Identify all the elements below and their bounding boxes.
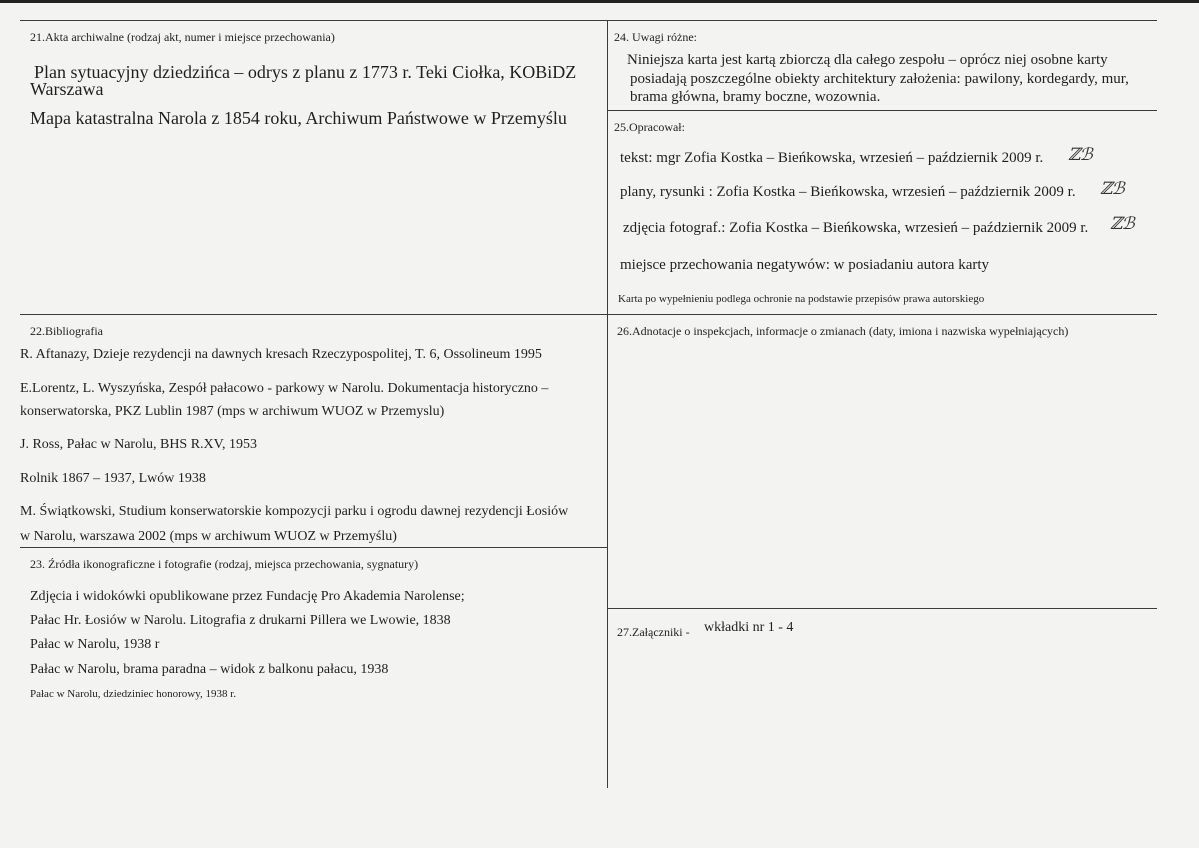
s22-item: w Narolu, warszawa 2002 (mps w archiwum WUOZ w Przemyślu)	[20, 529, 397, 544]
s27-heading: 27.Załączniki -	[617, 625, 690, 639]
s23-item: Pałac Hr. Łosiów w Narolu. Litografia z drukarni Pillera we Lwowie, 1838	[30, 613, 451, 628]
s25-zdjecia: zdjęcia fotograf.: Zofia Kostka – Bieńkowska, wrzesień – październik 2009 r.	[623, 220, 1089, 236]
s22-item: E.Lorentz, L. Wyszyńska, Zespół pałacowo - parkowy w Narolu. Dokumentacja historyczno –	[20, 381, 549, 396]
s26-heading: 26.Adnotacje o inspekcjach, informacje o zmianach (daty, imiona i nazwiska wypełniających)	[617, 324, 1069, 338]
s21-heading: 21.Akta archiwalne (rodzaj akt, numer i miejsce przechowania)	[30, 30, 335, 44]
s22-item: J. Ross, Pałac w Narolu, BHS R.XV, 1953	[20, 437, 257, 452]
s21-line-1: Plan sytuacyjny dziedzińca – odrys z planu z 1773 r. Teki Ciołka, KOBiDZ	[34, 62, 577, 82]
s24-line-3: brama główna, bramy boczne, wozownia.	[630, 89, 881, 105]
signature-initials-2: ℤℬ	[1100, 179, 1124, 199]
s23-item: Zdjęcia i widokówki opublikowane przez Fundację Pro Akademia Narolense;	[30, 589, 465, 604]
s24-line-1: Niniejsza karta jest kartą zbiorczą dla całego zespołu – oprócz niej osobne karty	[627, 52, 1108, 68]
s22-item: konserwatorska, PKZ Lublin 1987 (mps w archiwum WUOZ w Przemyslu)	[20, 404, 445, 419]
s23-item: Pałac w Narolu, dziedziniec honorowy, 1938 r.	[30, 688, 237, 700]
s25-copyright-note: Karta po wypełnieniu podlega ochronie na podstawie przepisów prawa autorskiego	[618, 293, 985, 305]
s25-tekst: tekst: mgr Zofia Kostka – Bieńkowska, wrzesień – październik 2009 r.	[620, 150, 1044, 166]
s25-miejsce: miejsce przechowania negatywów: w posiadaniu autora karty	[620, 257, 990, 273]
s23-item: Pałac w Narolu, 1938 r	[30, 637, 160, 652]
s22-item: Rolnik 1867 – 1937, Lwów 1938	[20, 471, 206, 486]
s27-value: wkładki nr 1 - 4	[704, 620, 794, 635]
s22-item: R. Aftanazy, Dzieje rezydencji na dawnych kresach Rzeczypospolitej, T. 6, Ossolineum 1995	[20, 347, 542, 362]
s24-heading: 24. Uwagi różne:	[614, 30, 697, 44]
s25-plany: plany, rysunki : Zofia Kostka – Bieńkowska, wrzesień – październik 2009 r.	[620, 184, 1076, 200]
rule-right-26-27	[607, 608, 1157, 609]
s25-heading: 25.Opracował:	[614, 120, 685, 134]
s24-line-2: posiadają poszczególne obiekty architektury założenia: pawilony, kordegardy, mur,	[630, 71, 1129, 87]
signature-initials-1: ℤℬ	[1068, 145, 1092, 165]
rule-right-24-25	[607, 110, 1157, 111]
s23-heading: 23. Źródła ikonograficzne i fotografie (rodzaj, miejsca przechowania, sygnatury)	[30, 557, 419, 571]
s23-item: Pałac w Narolu, brama paradna – widok z balkonu pałacu, 1938	[30, 662, 389, 677]
top-rule	[20, 20, 1157, 21]
rule-left-21-22	[20, 314, 607, 315]
scan-top-edge	[0, 0, 1199, 3]
signature-initials-3: ℤℬ	[1110, 214, 1134, 234]
rule-left-22-23	[20, 547, 607, 548]
s22-heading: 22.Bibliografia	[30, 324, 103, 338]
s22-item: M. Świątkowski, Studium konserwatorskie kompozycji parku i ogrodu dawnej rezydencji Łosiów	[20, 504, 569, 519]
s21-line-3: Mapa katastralna Narola z 1854 roku, Archiwum Państwowe w Przemyślu	[30, 108, 567, 128]
s21-line-2: Warszawa	[30, 79, 104, 99]
column-divider	[607, 20, 608, 788]
rule-right-25-26	[607, 314, 1157, 315]
